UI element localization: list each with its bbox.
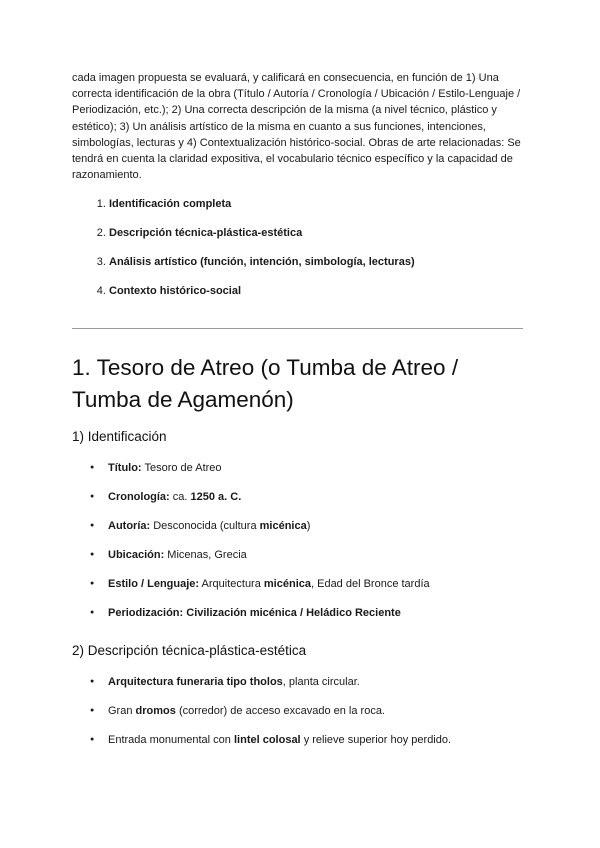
list-item-arquitectura (72, 675, 528, 689)
item-value-post: (corredor) de acceso excavado en la roca. (178, 705, 385, 718)
criteria-item: 4. Contexto histórico-social (109, 284, 528, 298)
item-value-bold: Civilización micénica / Heládico Reciente (186, 607, 401, 620)
item-value-post: y relieve superior hoy perdido. (303, 734, 452, 747)
list-item-periodizacion (72, 606, 528, 620)
item-value-post: ) (306, 520, 311, 533)
item-label: Ubicación: (108, 549, 165, 562)
list-item-estilo (72, 577, 528, 591)
item-label: Estilo / Lenguaje: (108, 578, 200, 591)
item-value: Arquitectura (201, 578, 261, 591)
criteria-item: 1. Identificación completa (109, 197, 528, 211)
item-value-post: , planta circular. (282, 676, 360, 689)
item-value-post: , Edad del Bronce tardía (311, 578, 430, 591)
item-label: Autoría: (108, 520, 151, 533)
item-value-bold: Arquitectura funeraria tipo tholos (108, 676, 283, 689)
item-label: Cronología: (108, 491, 170, 504)
item-label: Título: (108, 462, 142, 475)
intro-paragraph: cada imagen propuesta se evaluará, y calificará en consecuencia, en función de 1) Una correcta identificación de la obra (Título / Autoría / Cronología / Ubicación / Estilo-Lenguaje / Periodización, etc.); 2) Una correcta descripción de la misma (a nivel técnico, plástico y estético); 3) Un análisis artístico de la misma en cuanto a sus funciones, intenciones, simbologías, lecturas y 4) Contextualización histórico-social. Obras de arte relacionadas: Se tendrá en cuenta la claridad expositiva, el vocabulario técnico específico y la capacidad de razonamiento. (72, 72, 521, 182)
list-item-titulo (72, 461, 528, 475)
item-value: Desconocida (cultura (153, 520, 257, 533)
criteria-item: 3. Análisis artístico (función, intención, simbología, lecturas) (109, 255, 528, 269)
item-value: Micenas, Grecia (167, 549, 247, 562)
list-item-autoria (72, 519, 528, 533)
criteria-item: 2. Descripción técnica-plástica-estética (109, 226, 528, 240)
work-title: 1. Tesoro de Atreo (o Tumba de Atreo / Tumba de Agamenón) (72, 355, 459, 413)
item-value-bold: micénica (263, 578, 311, 591)
section-heading-identificacion: 1) Identificación (72, 429, 167, 445)
item-value-bold: micénica (259, 520, 307, 533)
item-value: Entrada monumental con (108, 734, 231, 747)
section-heading-descripcion: 2) Descripción técnica-plástica-estética (72, 643, 307, 659)
descripcion-list (72, 675, 528, 747)
item-value-bold: lintel colosal (233, 734, 301, 747)
item-value-bold: dromos (135, 705, 176, 718)
section-divider (72, 328, 523, 329)
document-page (72, 70, 528, 762)
list-item-ubicacion (72, 548, 528, 562)
item-value: Tesoro de Atreo (144, 462, 222, 475)
list-item-cronologia (72, 490, 528, 504)
identificacion-list (72, 461, 528, 620)
item-value-bold: 1250 a. C. (190, 491, 242, 504)
item-value: ca. (172, 491, 188, 504)
list-item-entrada (72, 733, 528, 747)
item-value: Gran (108, 705, 133, 718)
item-label: Periodización: (108, 607, 184, 620)
list-item-dromos (72, 704, 528, 718)
criteria-list (72, 197, 528, 298)
